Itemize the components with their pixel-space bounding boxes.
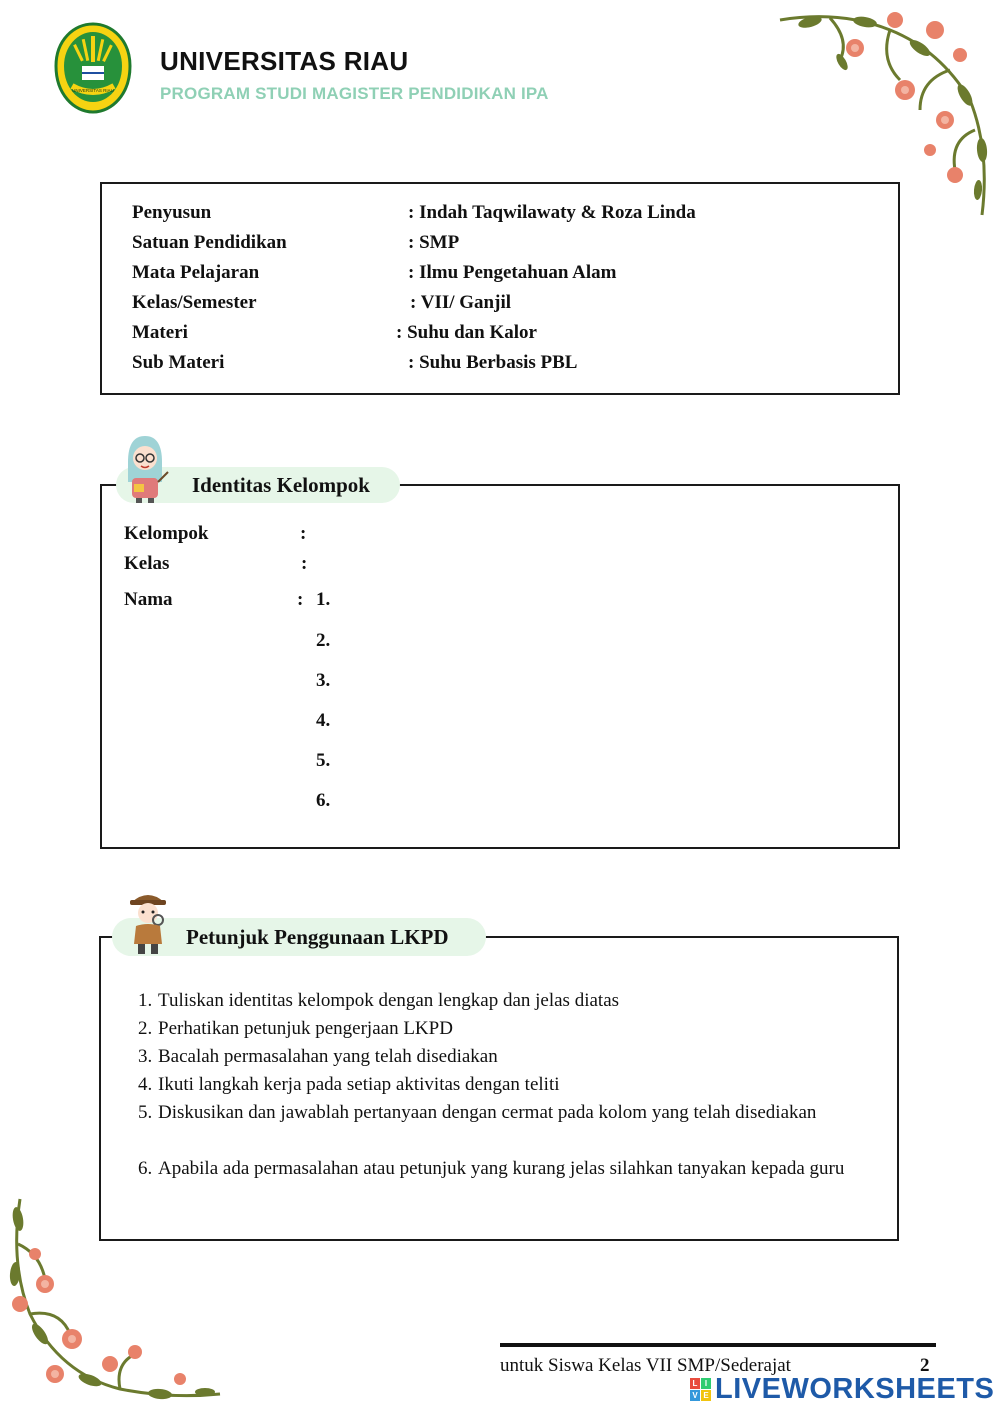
nama-colon: :	[297, 589, 304, 610]
instruction-text: Tuliskan identitas kelompok dengan lengkap dan jelas diatas	[158, 990, 620, 1011]
info-label-penyusun: Penyusun	[132, 202, 212, 223]
instruction-item	[138, 1015, 858, 1043]
footer-text: untuk Siswa Kelas VII SMP/Sederajat	[500, 1355, 791, 1376]
kelompok-colon: :	[300, 523, 307, 544]
info-value-submateri: : Suhu Berbasis PBL	[408, 352, 578, 373]
detective-character-icon	[126, 886, 170, 956]
name-number-6: 6.	[316, 790, 331, 811]
info-label-materi: Materi	[132, 322, 188, 343]
liveworksheets-text: LIVEWORKSHEETS	[715, 1373, 995, 1405]
instruction-text: Perhatikan petunjuk pengerjaan LKPD	[158, 1018, 453, 1039]
kelompok-label: Kelompok	[124, 523, 209, 544]
university-logo	[54, 22, 132, 114]
name-number-5: 5.	[316, 750, 331, 771]
info-label-mapel: Mata Pelajaran	[132, 262, 260, 283]
program-name: PROGRAM STUDI MAGISTER PENDIDIKAN IPA	[160, 84, 549, 103]
instruction-item	[138, 987, 858, 1015]
group-identity-box	[100, 484, 900, 849]
instruction-number: 5.	[138, 1102, 153, 1123]
instruction-number: 4.	[138, 1074, 153, 1095]
instruction-number: 6.	[138, 1158, 153, 1179]
footer-rule	[500, 1343, 936, 1347]
kelas-colon: :	[301, 553, 308, 574]
instructions-title-text: Petunjuk Penggunaan LKPD	[186, 924, 449, 949]
group-identity-title-text: Identitas Kelompok	[192, 472, 370, 497]
instruction-text: Apabila ada permasalahan atau petunjuk yang kurang jelas silahkan tanyakan kepada guru	[158, 1158, 845, 1179]
university-name: UNIVERSITAS RIAU	[160, 46, 409, 76]
liveworksheets-brand[interactable]	[690, 1373, 994, 1406]
teacher-character-icon	[120, 432, 170, 504]
instruction-text: Diskusikan dan jawablah pertanyaan dengan cermat pada kolom yang telah disediakan	[158, 1102, 817, 1123]
kelas-label: Kelas	[124, 553, 170, 574]
instruction-item	[138, 1099, 858, 1127]
instruction-item	[138, 1155, 858, 1183]
info-label-satuan: Satuan Pendidikan	[132, 232, 287, 253]
name-number-3: 3.	[316, 670, 331, 691]
nama-label: Nama	[124, 589, 173, 610]
info-value-kelas: : VII/ Ganjil	[410, 292, 512, 313]
info-value-mapel: : Ilmu Pengetahuan Alam	[408, 262, 617, 283]
info-value-materi: : Suhu dan Kalor	[396, 322, 537, 343]
liveworksheets-logo-icon: L I V E	[690, 1378, 712, 1402]
instruction-text: Ikuti langkah kerja pada setiap aktivitas dengan teliti	[158, 1074, 560, 1095]
logo-text: UNIVERSITAS RIAU	[72, 88, 114, 93]
name-number-4: 4.	[316, 710, 331, 731]
instruction-item	[138, 1071, 858, 1099]
name-number-2: 2.	[316, 630, 331, 651]
info-value-penyusun: : Indah Taqwilawaty & Roza Linda	[408, 202, 696, 223]
instruction-number: 2.	[138, 1018, 153, 1039]
info-label-submateri: Sub Materi	[132, 352, 225, 373]
instruction-number: 1.	[138, 990, 153, 1011]
instruction-number: 3.	[138, 1046, 153, 1067]
page-number: 2	[920, 1355, 930, 1376]
instruction-text: Bacalah permasalahan yang telah disediakan	[158, 1046, 498, 1067]
info-label-kelas: Kelas/Semester	[132, 292, 257, 313]
instruction-item	[138, 1043, 858, 1071]
info-value-satuan: : SMP	[408, 232, 460, 253]
name-number-1: 1.	[316, 589, 331, 610]
